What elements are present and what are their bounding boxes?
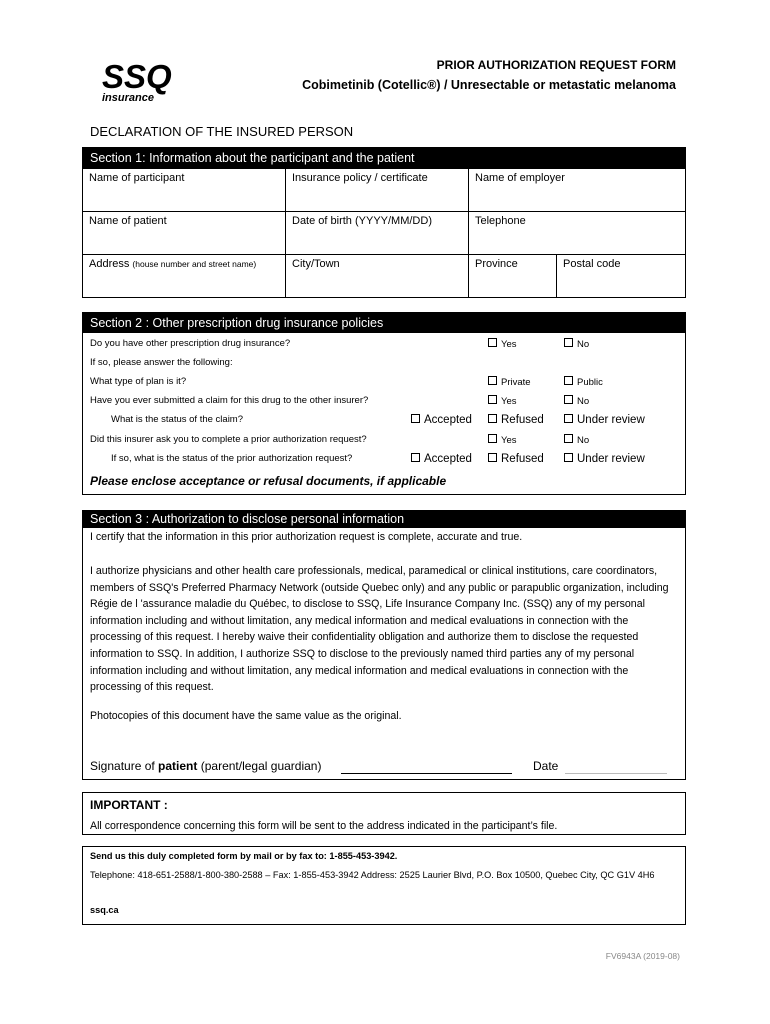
form-title: PRIOR AUTHORIZATION REQUEST FORM (436, 58, 676, 72)
patient-name-field[interactable]: Name of patient (83, 212, 286, 255)
important-title: IMPORTANT : (90, 798, 168, 812)
postal-code-field[interactable]: Postal code (557, 255, 686, 298)
q-prior-status: If so, what is the status of the prior authorization request? (111, 453, 353, 464)
q-plan-type: What type of plan is it? (90, 376, 187, 387)
enclose-note: Please enclose acceptance or refusal documents, if applicable (90, 474, 447, 488)
q-prior-request: Did this insurer ask you to complete a prior authorization request? (90, 434, 367, 445)
authorization-paragraph: I authorize physicians and other health care professionals, medical, paramedical or clinical institutions, care coordinators, members of SSQ's Preferred Pharmacy Network (outside Quebec only) and any public or parapublic organization, including Régie de l 'assurance maladie du Québec, to disclose to SSQ, Life Insurance Company Inc. (SSQ) any of my personal information including and without limitation, any medical information and medical evaluations in connection with the processing of this request. I hereby waive their confidentiality obligation and authorize them to disclose the requested information to SSQ. In addition, I authorize SSQ to disclose to the previously named third parties any of my personal information including and without limitation, any medical information and medical evaluations in connection with the processing of this request. (90, 565, 669, 694)
employer-field[interactable]: Name of employer (469, 169, 686, 212)
policy-field[interactable]: Insurance policy / certificate (286, 169, 469, 212)
date-label: Date (533, 759, 559, 773)
claim-no-checkbox[interactable]: No (564, 395, 589, 407)
province-field[interactable]: Province (469, 255, 557, 298)
send-box (82, 846, 686, 925)
section-2 (82, 312, 686, 495)
address-field[interactable]: Address (house number and street name) (83, 255, 286, 298)
dob-field[interactable]: Date of birth (YYYY/MM/DD) (286, 212, 469, 255)
q-claim: Have you ever submitted a claim for this drug to the other insurer? (90, 395, 369, 406)
participant-name-field[interactable]: Name of participant (83, 169, 286, 212)
q-claim-status: What is the status of the claim? (111, 414, 244, 425)
important-box (82, 792, 686, 835)
website-link[interactable]: ssq.ca (90, 905, 119, 915)
q-if-so: If so, please answer the following: (90, 357, 233, 368)
important-text: All correspondence concerning this form will be sent to the address indicated in the participant’s file. (90, 820, 558, 832)
date-line[interactable] (565, 773, 667, 774)
prior-yes-checkbox[interactable]: Yes (488, 434, 517, 446)
logo-sub: insurance (102, 92, 154, 104)
declaration-heading: DECLARATION OF THE INSURED PERSON (90, 124, 354, 139)
ssq-logo (100, 58, 184, 104)
claim-refused-checkbox[interactable]: Refused (488, 414, 544, 426)
section-1 (82, 147, 686, 298)
send-instructions: Send us this duly completed form by mail or by fax to: 1-855-453-3942. (90, 851, 398, 861)
other-no-checkbox[interactable]: No (564, 338, 589, 350)
claim-accepted-checkbox[interactable]: Accepted (411, 414, 472, 426)
form-code: FV6943A (2019-08) (605, 951, 680, 961)
contact-info: Telephone: 418-651-2588/1-800-380-2588 – Fax: 1-855-453-3942 Address: 2525 Laurier Blvd, P.O. Box 10500, Quebec City, QC G1V 4H6 (90, 870, 655, 880)
plan-private-checkbox[interactable]: Private (488, 376, 531, 388)
other-yes-checkbox[interactable]: Yes (488, 338, 517, 350)
claim-yes-checkbox[interactable]: Yes (488, 395, 517, 407)
telephone-field[interactable]: Telephone (469, 212, 686, 255)
prior-refused-checkbox[interactable]: Refused (488, 453, 544, 465)
prior-no-checkbox[interactable]: No (564, 434, 589, 446)
prior-accepted-checkbox[interactable]: Accepted (411, 453, 472, 465)
q-other-insurance: Do you have other prescription drug insurance? (90, 338, 291, 349)
certify-paragraph: I certify that the information in this prior authorization request is complete, accurate and true. (90, 531, 523, 543)
section-3 (82, 510, 686, 780)
section-3-title: Section 3 : Authorization to disclose personal information (83, 511, 685, 528)
logo-text: SSQ (102, 58, 172, 95)
patient-signature-label: Signature of patient (parent/legal guardian) (90, 759, 322, 773)
photocopies-paragraph: Photocopies of this document have the same value as the original. (90, 710, 402, 722)
signature-line[interactable] (341, 773, 512, 774)
claim-review-checkbox[interactable]: Under review (564, 414, 645, 426)
plan-public-checkbox[interactable]: Public (564, 376, 603, 388)
prior-review-checkbox[interactable]: Under review (564, 453, 645, 465)
section-1-title: Section 1: Information about the participant and the patient (83, 148, 685, 168)
participant-table (83, 168, 685, 297)
city-field[interactable]: City/Town (286, 255, 469, 298)
section-2-title: Section 2 : Other prescription drug insurance policies (83, 313, 685, 333)
form-subtitle: Cobimetinib (Cotellic®) / Unresectable or metastatic melanoma (302, 78, 676, 92)
